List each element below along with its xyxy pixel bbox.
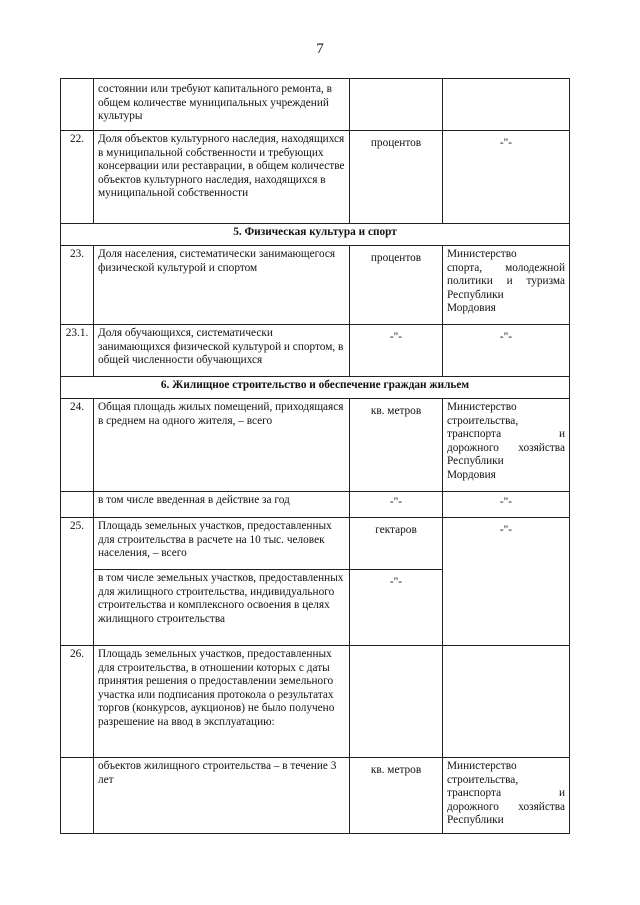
row-number-cell <box>61 570 94 646</box>
row-number: 23. <box>61 246 94 325</box>
row-number-cell <box>61 758 94 834</box>
table-row <box>61 399 570 492</box>
org-line: строительства, <box>447 414 519 427</box>
unit-of-measure: -"- <box>350 570 443 646</box>
unit-cell <box>350 79 443 131</box>
responsible-org-cell <box>443 79 570 131</box>
indicator-name: Доля обучающихся, систематически занимающихся физической культурой и спортом, в общей численности обучающихся <box>94 325 350 377</box>
indicator-name: в том числе введенная в действие за год <box>94 492 350 518</box>
unit-cell <box>350 646 443 758</box>
org-line: дорожного хозяйства <box>447 441 565 454</box>
unit-of-measure: кв. метров <box>350 758 443 834</box>
indicator-name: состоянии или требуют капитального ремонта, в общем количестве муниципальных учреждений культуры <box>94 79 350 131</box>
org-line: Министерство <box>447 401 517 413</box>
unit-of-measure: кв. метров <box>350 399 443 492</box>
indicator-name: Доля населения, систематически занимающегося физической культурой и спортом <box>94 246 350 325</box>
org-line: Мордовия <box>447 302 496 315</box>
row-number: 23.1. <box>61 325 94 377</box>
row-number: 24. <box>61 399 94 492</box>
responsible-org <box>443 758 570 834</box>
org-line: Министерство <box>447 760 517 772</box>
unit-of-measure: -"- <box>350 325 443 377</box>
org-line: дорожного хозяйства <box>447 800 565 813</box>
table-row <box>61 325 570 377</box>
indicator-name: Площадь земельных участков, предоставленных для строительства, в отношении которых с даты принятия решения о предоставлении земельного участка или подписания протокола о результатах торгов (конкурсов, аукционов) не было получено разрешение на ввод в эксплуатацию: <box>94 646 350 758</box>
org-line: Республики <box>447 288 504 301</box>
unit-of-measure: процентов <box>350 131 443 224</box>
table-row <box>61 246 570 325</box>
org-line: Министерство <box>447 248 517 260</box>
responsible-org: -"- <box>443 492 570 518</box>
table-row <box>61 79 570 131</box>
org-line: Республики <box>447 455 504 468</box>
org-line: транспорта и <box>447 787 565 800</box>
row-number-cell <box>61 79 94 131</box>
row-number: 22. <box>61 131 94 224</box>
org-line: политики и туризма <box>447 275 565 288</box>
org-line: Мордовия <box>447 468 496 481</box>
unit-of-measure: гектаров <box>350 518 443 570</box>
table-row <box>61 518 570 570</box>
table-row <box>61 131 570 224</box>
row-number: 26. <box>61 646 94 758</box>
table-row <box>61 646 570 758</box>
responsible-org <box>443 246 570 325</box>
indicator-name: в том числе земельных участков, предоставленных для жилищного строительства, индивидуального строительства и комплексного освоения в целях жилищного строительства <box>94 570 350 646</box>
responsible-org: -"- <box>443 518 570 646</box>
row-number-cell <box>61 492 94 518</box>
responsible-org: -"- <box>443 131 570 224</box>
org-line: Республики <box>447 814 504 827</box>
org-line: строительства, <box>447 773 519 786</box>
org-line: спорта, молодежной <box>447 261 565 274</box>
table-row <box>61 758 570 834</box>
table-row <box>61 492 570 518</box>
section-title: 6. Жилищное строительство и обеспечение граждан жильем <box>61 377 570 399</box>
section-header-row <box>61 224 570 246</box>
responsible-org: -"- <box>443 325 570 377</box>
indicator-name: Доля объектов культурного наследия, находящихся в муниципальной собственности и требующих консервации или реставрации, в общем количестве объектов культурного наследия, находящихся в муниципальной собственности <box>94 131 350 224</box>
page-number: 7 <box>316 41 324 57</box>
row-number: 25. <box>61 518 94 570</box>
indicator-name: Общая площадь жилых помещений, приходящаяся в среднем на одного жителя, – всего <box>94 399 350 492</box>
responsible-org-cell <box>443 646 570 758</box>
org-line: транспорта и <box>447 428 565 441</box>
indicator-name: объектов жилищного строительства – в течение 3 лет <box>94 758 350 834</box>
unit-of-measure: процентов <box>350 246 443 325</box>
section-header-row <box>61 377 570 399</box>
indicator-name: Площадь земельных участков, предоставленных для строительства в расчете на 10 тыс. человек населения, – всего <box>94 518 350 570</box>
unit-of-measure: -"- <box>350 492 443 518</box>
indicators-table <box>60 78 570 834</box>
responsible-org <box>443 399 570 492</box>
section-title: 5. Физическая культура и спорт <box>61 224 570 246</box>
